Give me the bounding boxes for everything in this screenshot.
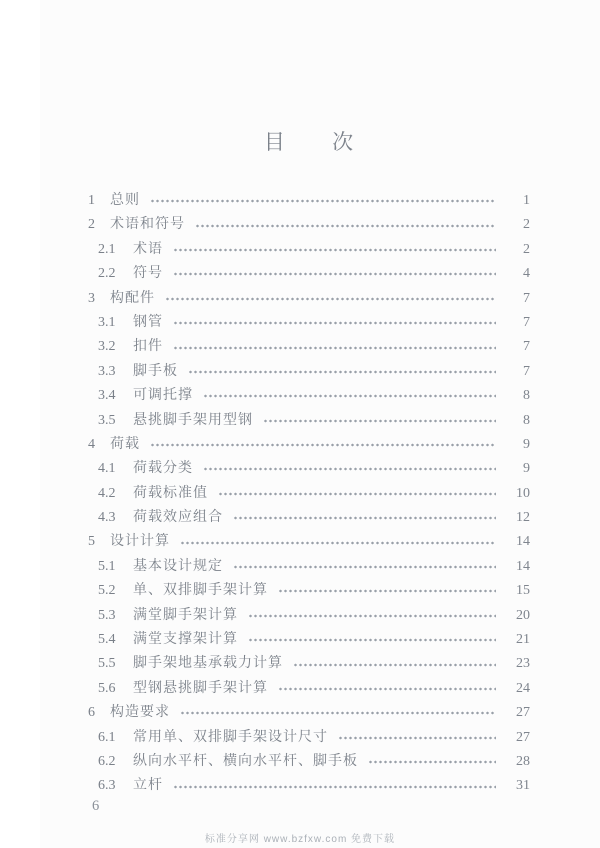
dotted-leader xyxy=(278,584,496,598)
toc-entry xyxy=(88,774,530,798)
toc-entry xyxy=(88,530,530,554)
toc-entry-label: 扣件 xyxy=(133,339,163,355)
toc-entry-number: 3.1 xyxy=(98,314,116,330)
toc-entry-label: 单、双排脚手架计算 xyxy=(133,583,268,599)
toc-entry xyxy=(88,189,530,213)
toc-entry xyxy=(88,750,530,774)
toc-entry-number: 5.6 xyxy=(98,680,116,696)
toc-entry xyxy=(88,604,530,628)
dotted-leader xyxy=(233,560,496,574)
page-content xyxy=(88,0,530,799)
dotted-leader xyxy=(188,365,496,379)
toc-entry xyxy=(88,628,530,652)
toc-entry-number: 2.2 xyxy=(98,266,116,282)
dotted-leader xyxy=(180,706,496,720)
toc-entry-label: 型钢悬挑脚手架计算 xyxy=(133,680,268,696)
toc-entry-page: 28 xyxy=(516,753,530,769)
dotted-leader xyxy=(263,414,496,428)
page-title: 目 次 xyxy=(263,130,355,154)
dotted-leader xyxy=(203,389,496,403)
toc-entry xyxy=(88,677,530,701)
toc-entry-page: 8 xyxy=(523,412,530,428)
toc-entry-page: 4 xyxy=(523,266,530,282)
toc-entry-page: 20 xyxy=(516,607,530,623)
toc-entry xyxy=(88,287,530,311)
toc-entry-number: 6.1 xyxy=(98,729,116,745)
toc-entry-number: 5.5 xyxy=(98,656,116,672)
toc-entry xyxy=(88,555,530,579)
toc-entry xyxy=(88,409,530,433)
dotted-leader xyxy=(173,243,496,257)
toc-entry-label: 荷载分类 xyxy=(133,461,193,477)
dotted-leader xyxy=(218,487,496,501)
toc-entry-page: 2 xyxy=(523,217,530,233)
dotted-leader xyxy=(180,536,496,550)
toc-entry-number: 4.3 xyxy=(98,510,116,526)
toc-entry-label: 脚手板 xyxy=(133,363,178,379)
toc-entry-page: 7 xyxy=(523,339,530,355)
dotted-leader xyxy=(150,438,496,452)
dotted-leader xyxy=(248,609,496,623)
toc-entry-label: 悬挑脚手架用型钢 xyxy=(133,412,253,428)
toc-entry-page: 27 xyxy=(516,729,530,745)
toc-entry-page: 14 xyxy=(516,558,530,574)
toc-entry xyxy=(88,482,530,506)
toc-entry-number: 6 xyxy=(88,705,95,721)
toc-entry-label: 符号 xyxy=(133,266,163,282)
toc-entry-page: 7 xyxy=(523,314,530,330)
toc-entry-label: 术语和符号 xyxy=(110,217,185,233)
toc-entry-label: 构配件 xyxy=(110,290,155,306)
toc-entry-number: 3.2 xyxy=(98,339,116,355)
toc-entry-number: 5 xyxy=(88,534,95,550)
toc-entry xyxy=(88,652,530,676)
toc-entry-number: 2 xyxy=(88,217,95,233)
toc-entry-label: 纵向水平杆、横向水平杆、脚手板 xyxy=(133,753,358,769)
toc-entry-label: 常用单、双排脚手架设计尺寸 xyxy=(133,729,328,745)
dotted-leader xyxy=(173,267,496,281)
toc-list xyxy=(88,189,530,799)
toc-entry-label: 构造要求 xyxy=(110,705,170,721)
dotted-leader xyxy=(278,682,496,696)
dotted-leader xyxy=(248,633,496,647)
toc-entry xyxy=(88,506,530,530)
toc-entry-page: 7 xyxy=(523,363,530,379)
toc-entry-label: 可调托撑 xyxy=(133,388,193,404)
toc-entry-number: 2.1 xyxy=(98,241,116,257)
toc-entry-number: 5.3 xyxy=(98,607,116,623)
page-number: 6 xyxy=(92,798,100,814)
toc-entry-label: 设计计算 xyxy=(110,534,170,550)
dotted-leader xyxy=(368,755,496,769)
toc-entry-page: 27 xyxy=(516,705,530,721)
toc-entry xyxy=(88,213,530,237)
toc-entry-label: 术语 xyxy=(133,241,163,257)
dotted-leader xyxy=(173,341,496,355)
toc-entry-label: 总则 xyxy=(110,193,140,208)
dotted-leader xyxy=(165,292,496,306)
toc-entry-number: 1 xyxy=(88,193,95,208)
dotted-leader xyxy=(338,731,496,745)
toc-entry-page: 24 xyxy=(516,680,530,696)
toc-entry-number: 4.2 xyxy=(98,485,116,501)
toc-entry-label: 脚手架地基承载力计算 xyxy=(133,656,283,672)
dotted-leader xyxy=(173,780,496,794)
toc-entry-number: 5.4 xyxy=(98,632,116,648)
toc-entry-page: 31 xyxy=(516,778,530,794)
toc-entry xyxy=(88,433,530,457)
toc-entry-page: 23 xyxy=(516,656,530,672)
dotted-leader xyxy=(233,511,496,525)
toc-entry-label: 满堂脚手架计算 xyxy=(133,607,238,623)
toc-entry-label: 基本设计规定 xyxy=(133,558,223,574)
toc-entry-page: 12 xyxy=(516,510,530,526)
toc-entry-label: 荷载 xyxy=(110,436,140,452)
toc-entry xyxy=(88,238,530,262)
toc-entry-number: 3.4 xyxy=(98,388,116,404)
toc-entry xyxy=(88,701,530,725)
toc-entry-page: 10 xyxy=(516,485,530,501)
toc-entry-page: 1 xyxy=(523,193,530,208)
toc-entry-page: 9 xyxy=(523,436,530,452)
toc-entry-number: 5.1 xyxy=(98,558,116,574)
dotted-leader xyxy=(293,658,496,672)
toc-entry xyxy=(88,360,530,384)
toc-entry-page: 15 xyxy=(516,583,530,599)
toc-entry-label: 钢管 xyxy=(133,314,163,330)
toc-entry-page: 9 xyxy=(523,461,530,477)
toc-entry-number: 4 xyxy=(88,436,95,452)
toc-entry xyxy=(88,262,530,286)
toc-entry xyxy=(88,726,530,750)
toc-entry-label: 立杆 xyxy=(133,778,163,794)
toc-entry-label: 荷载标准值 xyxy=(133,485,208,501)
toc-entry-page: 8 xyxy=(523,388,530,404)
toc-entry xyxy=(88,311,530,335)
toc-entry-page: 14 xyxy=(516,534,530,550)
toc-entry-page: 21 xyxy=(516,632,530,648)
toc-entry xyxy=(88,384,530,408)
watermark: 标准分享网 www.bzfxw.com 免费下载 xyxy=(204,834,396,845)
toc-entry xyxy=(88,457,530,481)
toc-entry-number: 3.5 xyxy=(98,412,116,428)
dotted-leader xyxy=(203,462,496,476)
toc-entry-number: 6.2 xyxy=(98,753,116,769)
toc-entry xyxy=(88,579,530,603)
toc-entry-page: 2 xyxy=(523,241,530,257)
toc-entry-number: 5.2 xyxy=(98,583,116,599)
toc-entry-number: 3.3 xyxy=(98,363,116,379)
toc-entry-number: 4.1 xyxy=(98,461,116,477)
toc-entry xyxy=(88,335,530,359)
toc-entry-page: 7 xyxy=(523,290,530,306)
toc-entry-number: 3 xyxy=(88,290,95,306)
toc-entry-label: 满堂支撑架计算 xyxy=(133,632,238,648)
toc-entry-number: 6.3 xyxy=(98,778,116,794)
dotted-leader xyxy=(173,316,496,330)
dotted-leader xyxy=(195,219,496,233)
toc-entry-label: 荷载效应组合 xyxy=(133,510,223,526)
dotted-leader xyxy=(150,194,496,208)
